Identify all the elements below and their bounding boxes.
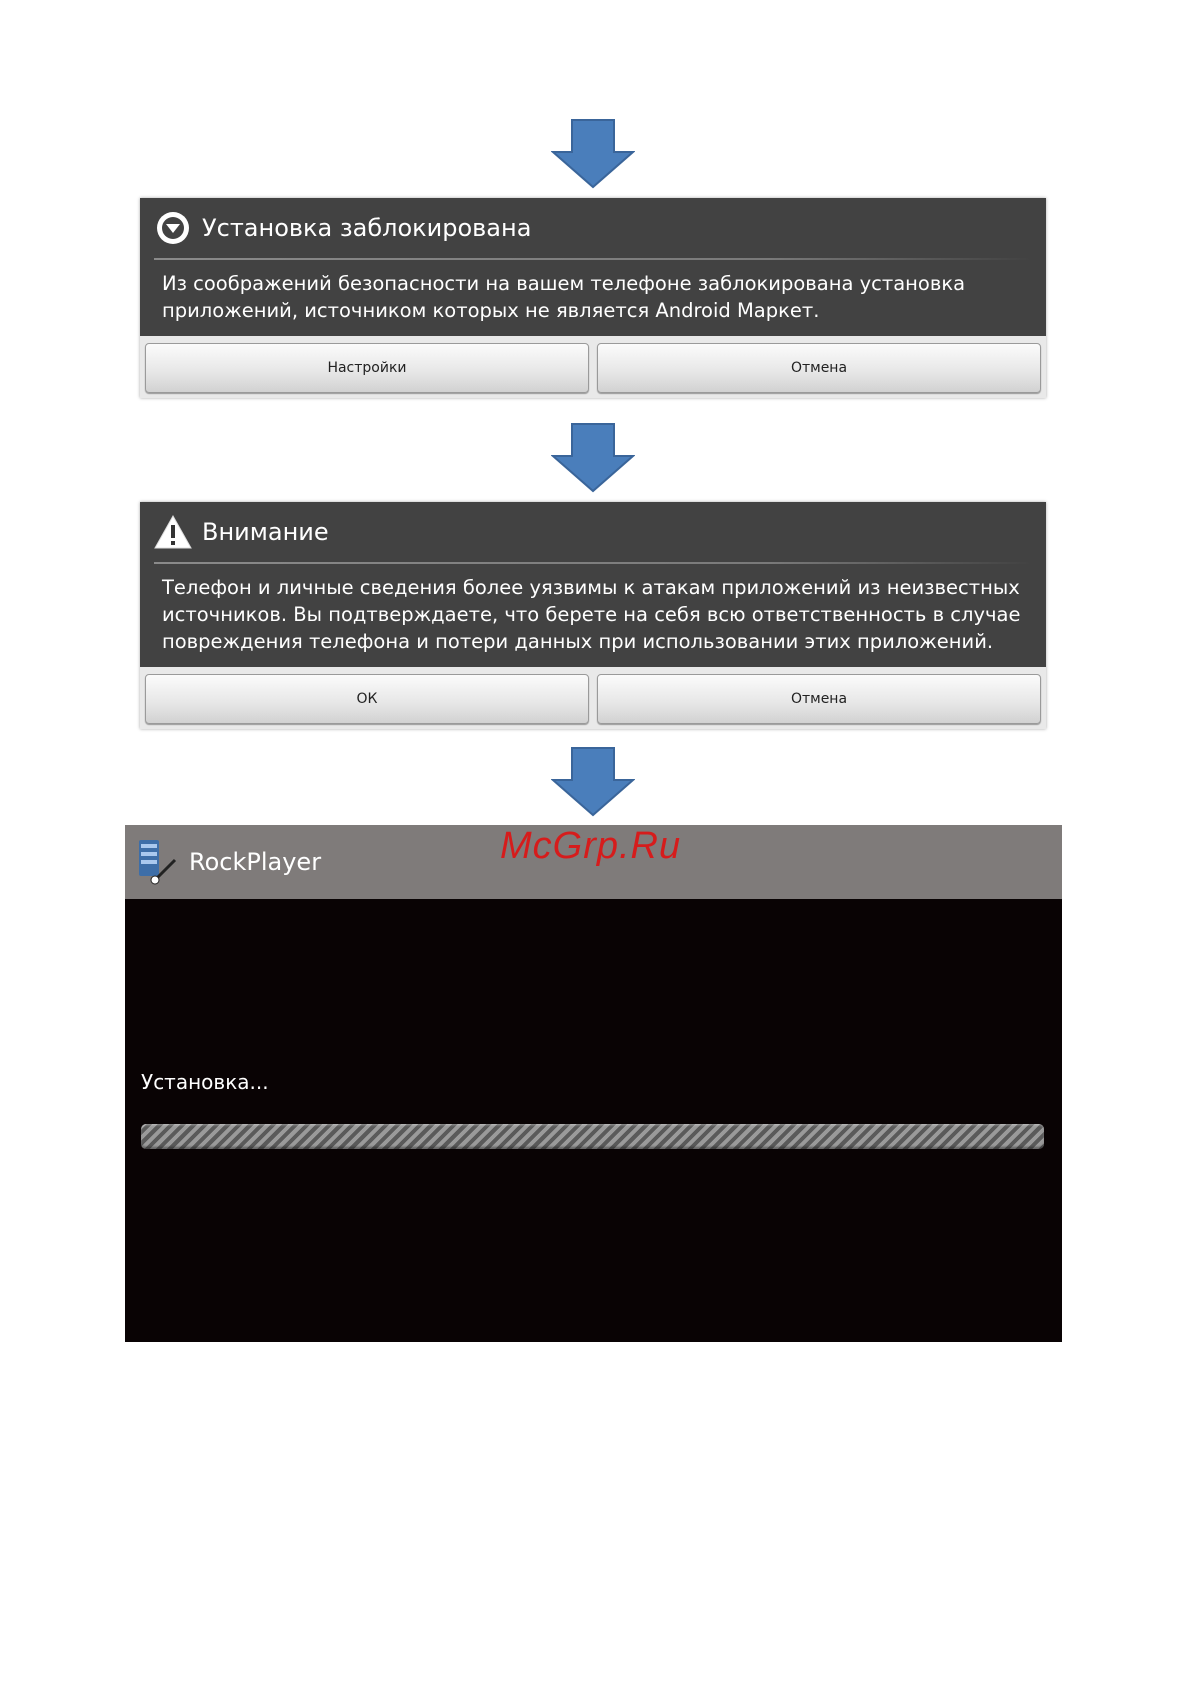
install-blocked-dialog: [140, 198, 1046, 398]
dialog-title: Установка заблокирована: [202, 214, 532, 242]
install-status-text: Установка...: [141, 1070, 269, 1094]
dialog-header: [140, 502, 1046, 667]
flow-arrow-down-icon: [551, 423, 635, 493]
warning-dialog: [140, 502, 1046, 729]
dialog-message: Телефон и личные сведения более уязвимы к атакам приложений из неизвестных источников. Вы подтверждаете, что берете на себя всю ответственность в случае повреждения телефона и потери данных при использовании этих приложений.: [162, 576, 1021, 653]
installer-screen: [125, 825, 1062, 1342]
settings-button[interactable]: Настройки: [145, 343, 589, 393]
app-name: RockPlayer: [189, 848, 322, 876]
dialog-button-bar: [140, 336, 1046, 398]
flow-arrow-down-icon: [551, 119, 635, 189]
dialog-button-bar: [140, 667, 1046, 729]
rockplayer-app-icon: [131, 836, 183, 888]
cancel-button[interactable]: Отмена: [597, 343, 1041, 393]
ok-button[interactable]: ОК: [145, 674, 589, 724]
install-progress-bar: [141, 1124, 1044, 1149]
watermark-text: McGrp.Ru: [500, 825, 682, 867]
cancel-button[interactable]: Отмена: [597, 674, 1041, 724]
dialog-message: Из соображений безопасности на вашем телефоне заблокирована установка приложений, источником которых не является Android Маркет.: [162, 272, 966, 322]
download-blocked-icon: [154, 209, 192, 247]
flow-arrow-down-icon: [551, 747, 635, 817]
dialog-title: Внимание: [202, 518, 329, 546]
warning-icon: [154, 513, 192, 551]
app-title-bar: [125, 825, 1062, 899]
dialog-header: [140, 198, 1046, 336]
